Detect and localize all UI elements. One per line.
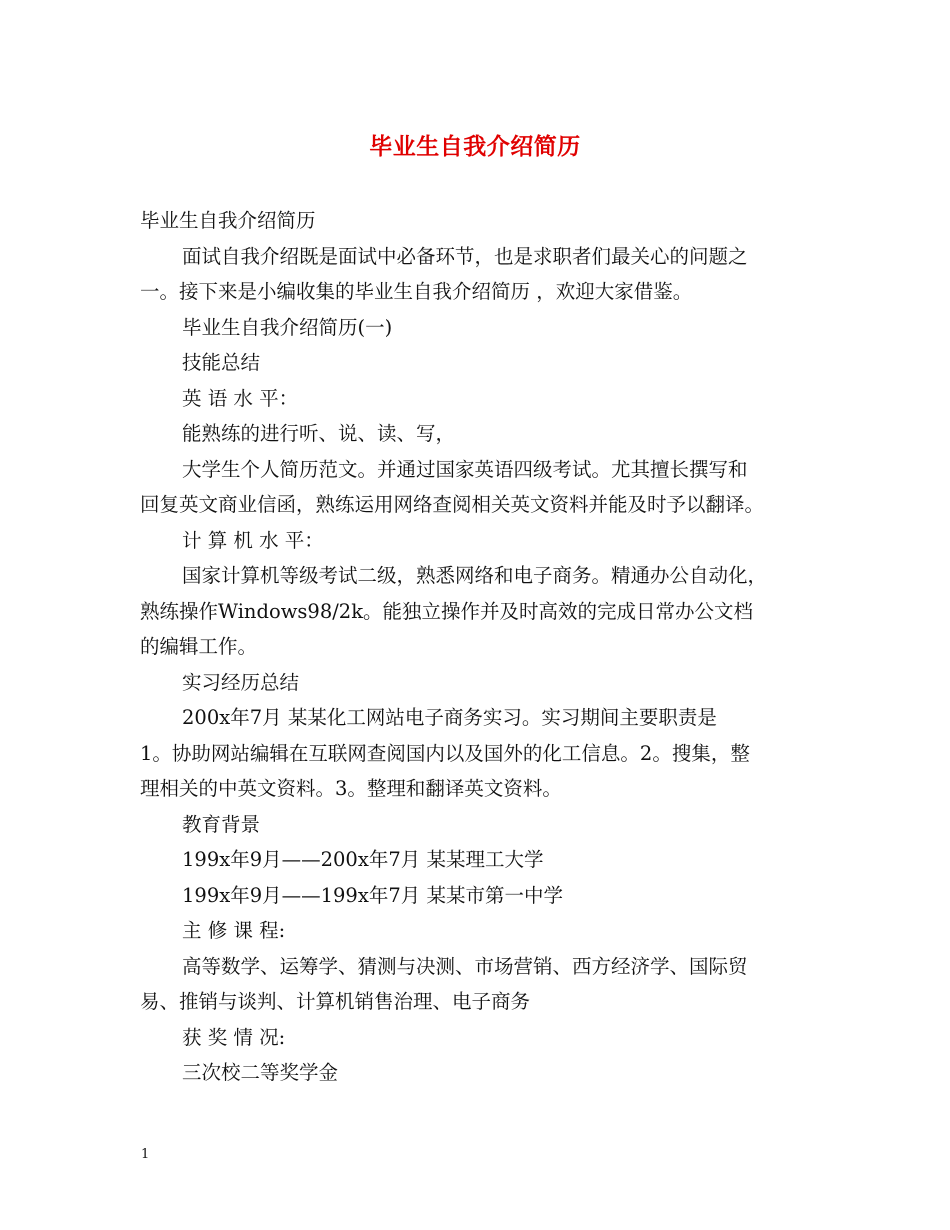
text-line: 毕业生自我介绍简历 [140, 209, 316, 232]
text-line: 理相关的中英文资料。3。整理和翻译英文资料。 [140, 777, 562, 800]
text-line: 计 算 机 水 平： [182, 528, 324, 552]
text-line: 199x年9月——199x年7月 某某市第一中学 [182, 883, 563, 907]
document-body [140, 203, 825, 1091]
text-line: 一。接下来是小编收集的毕业生自我介绍简历 ，欢迎大家借鉴。 [140, 280, 693, 303]
text-line: 能熟练的进行听、说、读、写， [182, 422, 456, 445]
text-line: 回复英文商业信函，熟练运用网络查阅相关英文资料并能及时予以翻译。 [140, 493, 765, 516]
text-line: 实习经历总结 [182, 670, 300, 694]
text-line: 国家计算机等级考试二级，熟悉网络和电子商务。精通办公自动化， [182, 564, 768, 587]
text-line: 主 修 课 程: [182, 919, 286, 942]
text-line: 199x年9月——200x年7月 某某理工大学 [182, 848, 544, 871]
text-line: 技能总结 [182, 351, 261, 374]
page-number: 1 [141, 1147, 150, 1162]
text-line: 的编辑工作。 [140, 635, 258, 658]
text-line: 熟练操作Windows98/2k。能独立操作并及时高效的完成日常办公文档 [140, 599, 754, 623]
text-line: 教育背景 [182, 812, 261, 836]
text-line: 获 奖 情 况: [182, 1025, 286, 1049]
text-line: 高等数学、运筹学、猜测与决测、市场营销、西方经济学、国际贸 [182, 954, 748, 978]
text-line: 大学生个人简历范文。并通过国家英语四级考试。尤其擅长撰写和 [182, 457, 748, 481]
text-line: 1。协助网站编辑在互联网查阅国内以及国外的化工信息。2。搜集，整 [140, 741, 750, 765]
text-line: 200x年7月 某某化工网站电子商务实习。实习期间主要职责是 [182, 706, 717, 729]
text-line: 三次校二等奖学金 [182, 1061, 339, 1084]
text-line: 易、推销与谈判、计算机销售治理、电子商务 [140, 990, 531, 1013]
text-line: 面试自我介绍既是面试中必备环节，也是求职者们最关心的问题之 [182, 244, 748, 268]
text-line: 英 语 水 平： [182, 386, 299, 410]
text-line: 毕业生自我介绍简历(一) [182, 315, 393, 339]
document-title: 毕业生自我介绍简历 [369, 133, 581, 160]
